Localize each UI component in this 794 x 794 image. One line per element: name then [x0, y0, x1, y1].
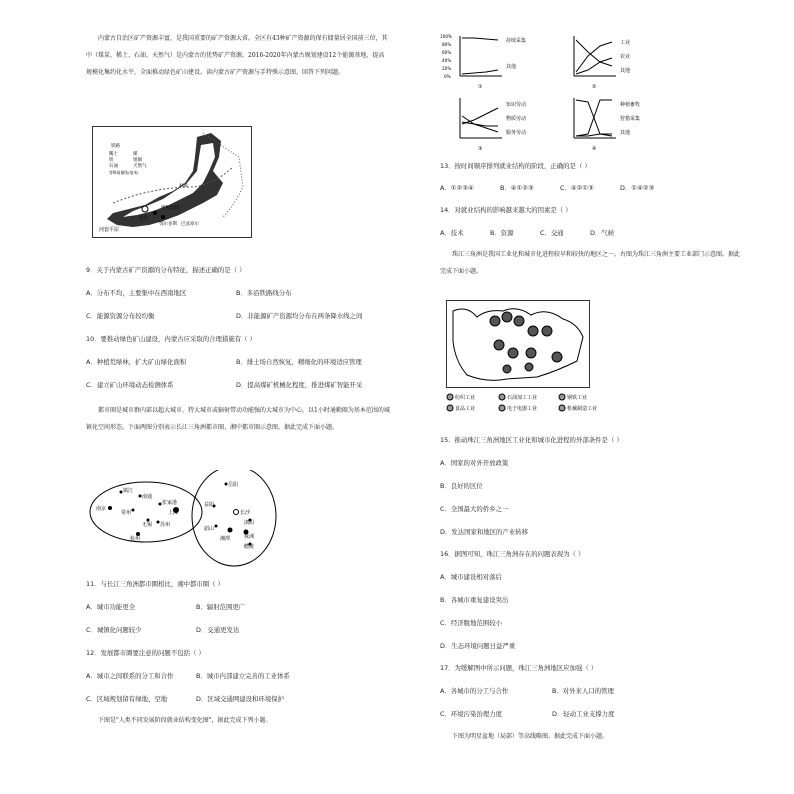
q12-option-a[interactable]: A．城市之间联系的分工和合作: [86, 672, 174, 680]
q16-option-a[interactable]: A．城市建设相对落后: [440, 573, 502, 581]
yrd-ellipse: [90, 482, 202, 542]
q17-option-b[interactable]: B．对外来人口的管理: [552, 687, 614, 695]
q10-option-d[interactable]: D．提高煤矿机械化程度，推进煤矿智能开采: [236, 381, 363, 389]
series-line: [462, 116, 498, 132]
legend-label: 其他: [620, 68, 631, 74]
city-label: 镇江: [123, 488, 134, 494]
hz-cities: [204, 481, 254, 550]
city-label: 苏州: [160, 522, 171, 528]
q15-option-a[interactable]: A．国家的对外开放政策: [440, 459, 509, 467]
city-label: 长沙: [240, 510, 251, 516]
city-label: 岳阳: [228, 482, 239, 488]
q15-option-b[interactable]: B．良好的区位: [440, 482, 483, 490]
city-marker: [142, 206, 148, 212]
legend-item: 铁路: [111, 144, 120, 149]
q13-option-a[interactable]: A．①②③④: [440, 184, 474, 192]
q9-stem: 9．关于内蒙古矿产资源的分布特征，描述正确的是（ ）: [86, 266, 246, 274]
legend-label: 物质劳动: [506, 116, 527, 122]
city-label: 上海: [168, 510, 179, 516]
q11-option-c[interactable]: C．城镇化问题较少: [86, 626, 142, 634]
city-label: 韶山: [204, 526, 215, 532]
q13-stem: 13．按时间顺序排列就业结构的阶段，正确的是（ ）: [440, 162, 591, 170]
series-line: [462, 122, 498, 126]
city-label: 益阳: [204, 502, 215, 508]
city-label: 南京: [96, 506, 107, 512]
q11-option-b[interactable]: B．辐射范围更广: [196, 603, 246, 611]
city-marker: [153, 211, 157, 215]
prd-legend: [446, 392, 616, 416]
legend-label: 纺织工业: [455, 395, 476, 401]
legend-label: 石油加工工业: [507, 395, 538, 401]
q14-option-c[interactable]: C．交通: [540, 229, 564, 237]
intro-paragraph-2: 都市圈是城市群内部以超大城市、特大城市或辐射带动功能强的大城市为中心，以1小时通勤圈为基本范围的城镇化空间形态。下面两图分别表示长江三角洲都市圈、湘中都市圈示意图。据此完成下面小题。: [86, 407, 390, 431]
q17-option-a[interactable]: A．各城市的分工与合作: [440, 687, 509, 695]
q10-option-a[interactable]: A．种植荒绿林，扩大矿山绿化面积: [86, 358, 187, 366]
city-label: 张家港: [162, 500, 178, 506]
q15-stem: 15．推动珠江三角洲地区工业化和城市化进程的外部条件是（ ）: [440, 436, 623, 444]
intro-paragraph-4: 珠江三角洲是我国工业化和城市化进程较早和较快的地区之一。右图为珠江三角洲主要工业部门示意图。据此完成下面小题。: [440, 251, 741, 275]
tick-label: 20%: [442, 66, 452, 71]
q11-option-a[interactable]: A．城市功能更全: [86, 603, 136, 611]
series-line: [462, 70, 498, 74]
q17-option-c[interactable]: C．环境污染治理力度: [440, 710, 502, 718]
q15-option-d[interactable]: D．发达国家和地区的产业转移: [440, 528, 528, 536]
legend-label: 机械制造工业: [567, 406, 598, 412]
intro-paragraph-5: 下图为明星盆地（局部）等高线略图。据此完成下面小题。: [452, 733, 609, 740]
q10-option-b[interactable]: B．排土场自然恢复，精细化的环境适应管理: [236, 358, 362, 366]
tick-label: 60%: [442, 50, 452, 55]
city-marker: [161, 215, 165, 219]
legend-label: 狩猎采集: [620, 116, 641, 122]
industry-markers: [490, 312, 562, 373]
q11-stem: 11．与长江三角洲都市圈相比，湘中都市圈（ ）: [86, 580, 224, 588]
city-label: 常州: [121, 510, 132, 516]
legend-item: 天然气: [133, 164, 147, 169]
city-label: 浏阳: [244, 520, 255, 526]
inner-mongolia-map-svg: [93, 127, 251, 237]
tick-label: 0%: [444, 74, 451, 79]
city-label: 株洲: [244, 534, 255, 540]
series-line: [576, 58, 612, 74]
chart-number: ③: [478, 146, 483, 152]
legend-label: 农业: [620, 54, 631, 60]
map-label: 包头: [139, 216, 148, 221]
q15-option-c[interactable]: C．全国最大的侨乡之一: [440, 505, 509, 513]
legend-item: 稀土: [109, 152, 118, 157]
employment-charts: [440, 32, 670, 152]
chart-4: [574, 98, 640, 152]
q12-stem: 12．发展都市圈要注意的问题不包括（ ）: [86, 649, 205, 657]
legend-label: 种植畜牧: [620, 102, 641, 108]
q9-option-a[interactable]: A．分布不均，主要集中在西南地区: [86, 289, 187, 297]
legend-label: 钢铁工业: [567, 395, 588, 401]
chart-number: ②: [592, 84, 597, 90]
city-label: 杭州: [130, 536, 141, 542]
q12-option-d[interactable]: D．区域交通网建设和环境保护: [196, 695, 284, 703]
q16-option-b[interactable]: B．各城市重复建设突出: [440, 596, 509, 604]
chart-1-ticks: [440, 34, 452, 79]
chart-1: [440, 34, 526, 90]
chart-2: [574, 36, 630, 90]
q10-stem: 10．要推动绿色矿山建设，内蒙古应采取的合理措施有（ ）: [86, 335, 256, 343]
legend-item: 煤: [133, 152, 138, 157]
q12-option-c[interactable]: C．区域规划留有绿地、空地: [86, 695, 168, 703]
q12-option-b[interactable]: B．城市内部建立完善的工业体系: [196, 672, 290, 680]
q14-option-b[interactable]: B．资源: [490, 229, 514, 237]
legend-label: 食品工业: [455, 406, 476, 412]
q10-option-c[interactable]: C．建立矿山环境动态检测体系: [86, 381, 174, 389]
q14-option-d[interactable]: D．气候: [590, 229, 615, 237]
tick-label: 40%: [442, 58, 452, 63]
map-label: 鄂尔多斯: [159, 222, 177, 227]
prd-map-svg: [447, 301, 589, 387]
q13-option-c[interactable]: C．④②①③: [560, 184, 594, 192]
metro-area-diagram: [86, 470, 296, 580]
legend-label: 持续采集: [506, 38, 527, 44]
chart-number: ①: [478, 84, 483, 90]
chart-number: ④: [592, 146, 597, 152]
legend-label: 电子电器工业: [507, 406, 538, 412]
city-label: 湘潭: [220, 536, 231, 542]
legend-label: 知识劳动: [506, 102, 527, 108]
legend-label: 工业: [620, 40, 631, 46]
q11-option-d[interactable]: D．交通更发达: [196, 626, 240, 634]
legend-item: 等降雨量线(毫米): [109, 170, 139, 175]
city-label: 南通: [142, 494, 153, 500]
legend-label: 其他: [506, 64, 517, 70]
tick-label: 100%: [440, 34, 452, 39]
map-label: 巴彦淖尔: [181, 222, 199, 227]
series-line: [462, 38, 498, 40]
q17-stem: 17．为缓解图中所示问题，珠江三角洲地区应加强（ ）: [440, 664, 598, 672]
q9-option-d[interactable]: D．非能源矿产资源均分布在两条降水线之间: [236, 312, 363, 320]
prd-industry-map: [446, 300, 590, 388]
q17-option-d[interactable]: D．轻动工业支撑力度: [552, 710, 615, 718]
series-line: [576, 100, 612, 136]
legend-label: 其他: [620, 130, 631, 136]
q16-option-d[interactable]: D．生态环境问题日益严重: [440, 642, 516, 650]
series-line: [462, 108, 498, 124]
map-label: 400: [179, 184, 188, 189]
intro-paragraph-1: 内蒙古自治区矿产资源丰富，是我国重要的矿产资源大省。全区有43种矿产资源的保有储量居全国前三位，其中（煤炭、稀土、石油、天然气）是内蒙古的优势矿产资源。2016-2020年内蒙古规划建设12个能源基地，提高规模化集约化水平，全面推动绿色矿山建设。读内蒙古矿产资源与手特殊示意图，回答下列问题。: [86, 35, 388, 76]
tick-label: 80%: [442, 42, 452, 47]
map-legend: [109, 142, 147, 175]
legend-item: 石油: [109, 164, 118, 169]
q9-option-b[interactable]: B．多沿铁路线分布: [236, 289, 292, 297]
q16-stem: 16．据图可知，珠江三角洲存在的问题表现为（ ）: [440, 550, 585, 558]
q14-stem: 14．对就业结构的影响越来越大的因素是（ ）: [440, 206, 572, 214]
city-label: 醴陵: [244, 544, 255, 550]
q13-option-b[interactable]: B．④①②③: [500, 184, 534, 192]
legend-item: 钼铜: [133, 158, 142, 163]
q13-option-d[interactable]: D．①④②③: [620, 184, 655, 192]
q16-option-c[interactable]: C．经济腹地范围较小: [440, 619, 502, 627]
q14-option-a[interactable]: A．技术: [440, 229, 464, 237]
chart-3: [460, 98, 526, 152]
map-label: 河套平原: [99, 227, 120, 233]
intro-paragraph-3: 下图是"人类不同发展阶段就业结构变化图"，据此完成下列小题。: [98, 717, 272, 724]
legend-label: 服务劳动: [506, 130, 527, 136]
q9-option-c[interactable]: C．能源资源分布较均衡: [86, 312, 155, 320]
city-label: 无锡: [142, 522, 153, 528]
legend-item: 铁: [109, 158, 114, 163]
inner-mongolia-map: [92, 126, 252, 238]
map-label: 呼和浩特: [161, 206, 179, 211]
